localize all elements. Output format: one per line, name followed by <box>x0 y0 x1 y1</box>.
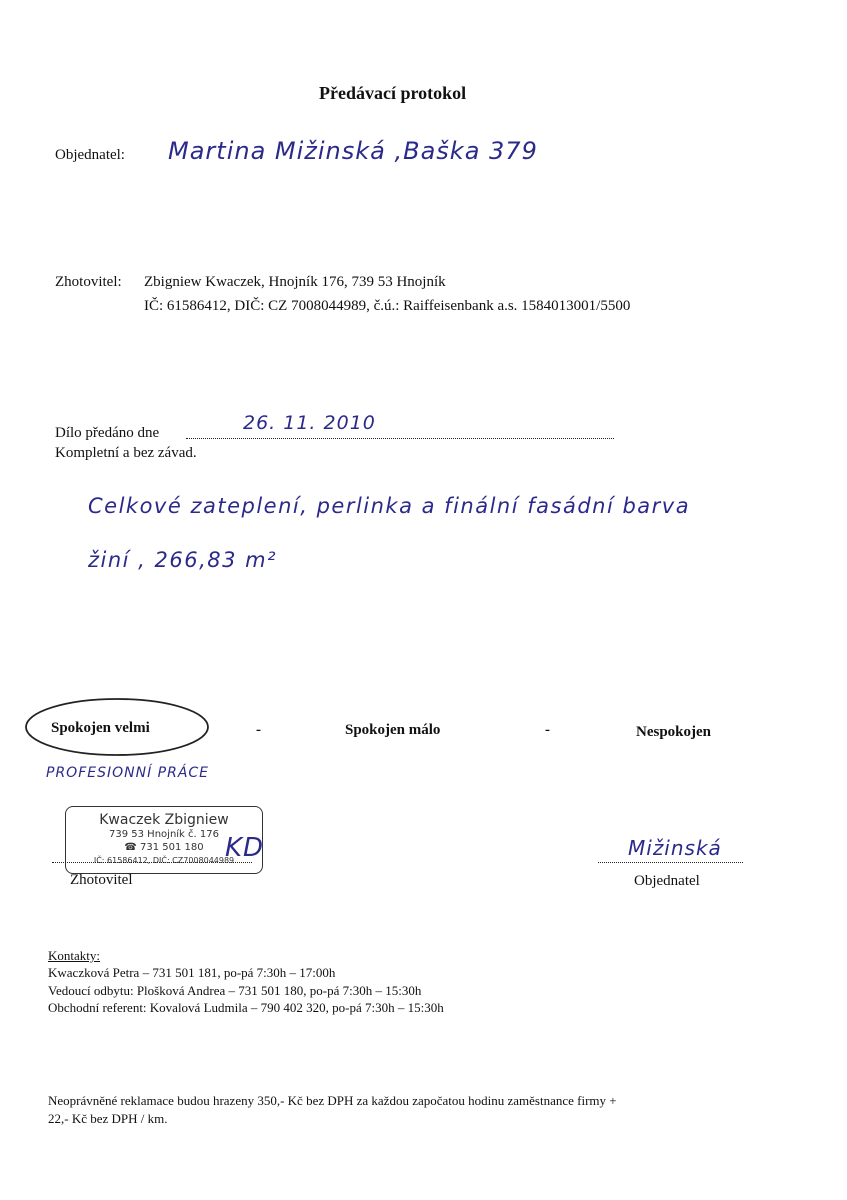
footer-note-line2: 22,- Kč bez DPH / km. <box>48 1111 168 1126</box>
document-title: Předávací protokol <box>319 83 467 103</box>
zhotovitel-signature-label: Zhotovitel <box>70 872 133 888</box>
objednatel-signature-line <box>598 858 743 863</box>
zhotovitel-label: Zhotovitel: <box>55 274 122 290</box>
satisfaction-separator-1: - <box>256 722 261 738</box>
zhotovitel-line2: IČ: 61586412, DIČ: CZ 7008044989, č.ú.: Raiffeisenbank a.s. 1584013001/5500 <box>144 298 631 314</box>
zhotovitel-line1: Zbigniew Kwaczek, Hnojník 176, 739 53 Hnojník <box>144 274 446 290</box>
footer-note-line1: Neoprávněné reklamace budou hrazeny 350,- Kč bez DPH za každou započatou hodinu zaměstnance firmy + <box>48 1093 617 1108</box>
contacts-heading: Kontakty: <box>48 948 100 963</box>
stamp-name: Kwaczek Zbigniew <box>99 812 229 828</box>
stamp-phone: ☎ 731 501 180 <box>124 842 204 853</box>
contact-line: Obchodní referent: Kovalová Ludmila – 790 402 320, po-pá 7:30h – 15:30h <box>48 1000 444 1015</box>
zhotovitel-signature-line <box>52 858 252 863</box>
satisfaction-option-malo: Spokojen málo <box>345 722 441 738</box>
objednatel-label: Objednatel: <box>55 147 125 163</box>
satisfaction-option-nespokojen: Nespokojen <box>636 724 712 740</box>
objednatel-value: Martina Mižinská ,Baška 379 <box>168 137 538 165</box>
stamp-ids: IČ: 61586412, DIČ: CZ7008044989 <box>93 856 235 865</box>
contact-line: Kwaczková Petra – 731 501 181, po-pá 7:30h – 17:00h <box>48 965 336 980</box>
satisfaction-option-velmi: Spokojen velmi <box>51 720 150 736</box>
satisfaction-separator-2: - <box>545 722 550 738</box>
objednatel-signature: Mižinská <box>628 836 722 860</box>
handover-label: Dílo předáno dne <box>55 425 160 441</box>
work-description-line1: Celkové zateplení, perlinka a finální fasádní barva <box>88 494 691 518</box>
stamp-address: 739 53 Hnojník č. 176 <box>109 829 219 840</box>
handover-status: Kompletní a bez závad. <box>55 445 197 461</box>
satisfaction-comment: PROFESIONNÍ PRÁCE <box>46 765 210 781</box>
handover-date: 26. 11. 2010 <box>243 412 376 434</box>
zhotovitel-initials: KD <box>225 833 265 863</box>
work-description-line2: žiní , 266,83 m² <box>88 548 278 572</box>
objednatel-signature-label: Objednatel <box>634 873 700 889</box>
contact-line: Vedoucí odbytu: Plošková Andrea – 731 501 180, po-pá 7:30h – 15:30h <box>48 983 422 998</box>
